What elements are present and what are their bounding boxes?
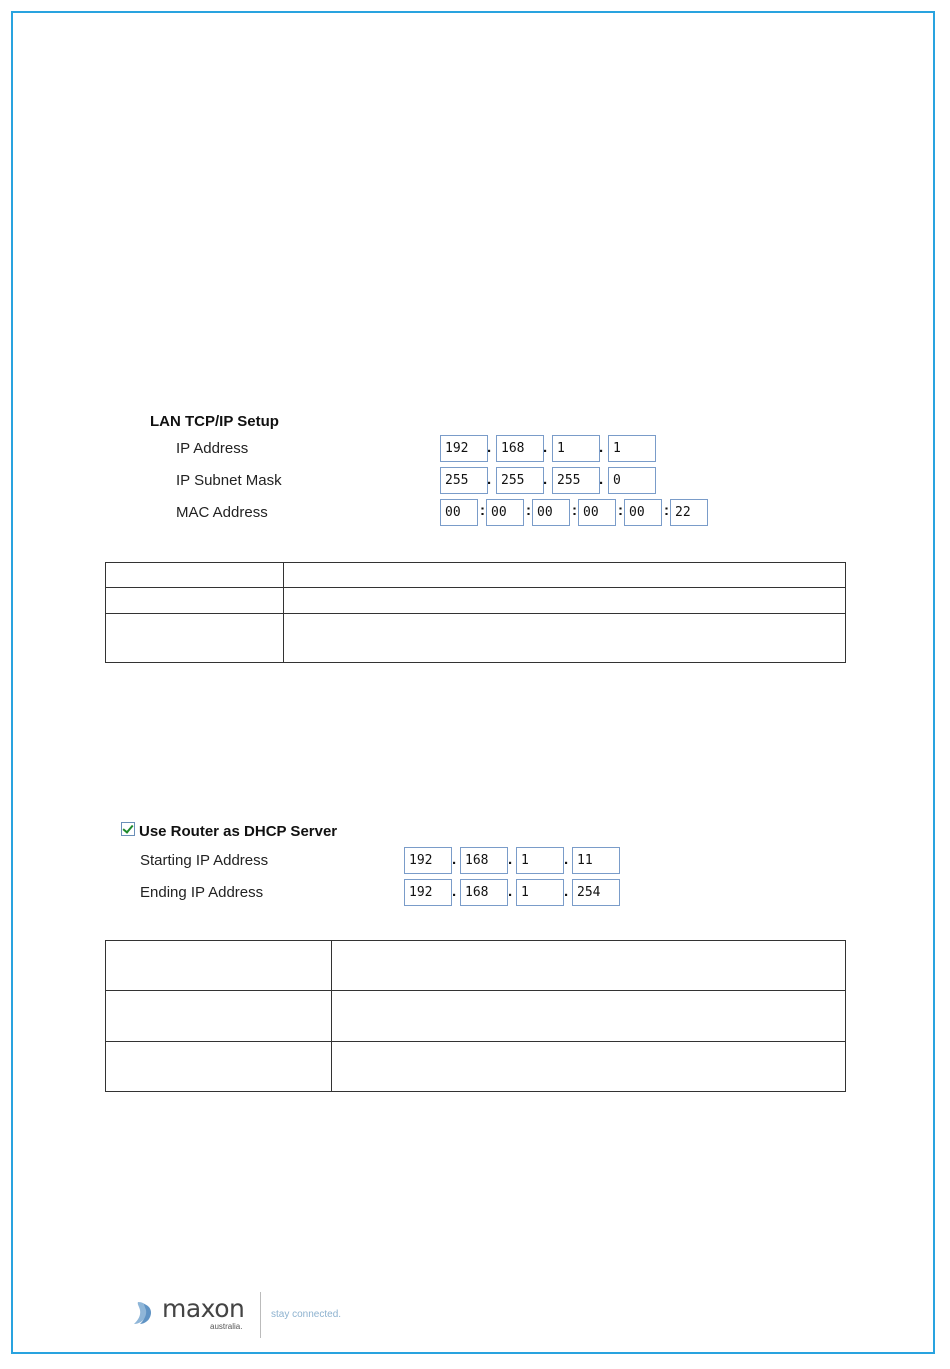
table-row bbox=[106, 1042, 846, 1092]
dot-separator: . bbox=[599, 471, 604, 488]
dot-separator: . bbox=[452, 851, 457, 868]
dot-separator: . bbox=[508, 851, 513, 868]
mac-address-octet-5[interactable]: 00 bbox=[624, 499, 662, 526]
dot-separator: . bbox=[564, 851, 569, 868]
subnet-mask-octet-1[interactable]: 255 bbox=[440, 467, 488, 494]
table-cell bbox=[332, 1042, 846, 1092]
dhcp-description-table bbox=[105, 940, 846, 1092]
starting-ip-octet-4[interactable]: 11 bbox=[572, 847, 620, 874]
starting-ip-octet-3[interactable]: 1 bbox=[516, 847, 564, 874]
lan-setup-heading: LAN TCP/IP Setup bbox=[150, 413, 279, 430]
ip-address-octet-2[interactable]: 168 bbox=[496, 435, 544, 462]
table-row bbox=[106, 563, 846, 588]
logo-divider bbox=[260, 1292, 261, 1338]
ending-ip-octet-3[interactable]: 1 bbox=[516, 879, 564, 906]
ip-address-label: IP Address bbox=[176, 440, 249, 457]
table-row bbox=[106, 941, 846, 991]
table-row bbox=[106, 991, 846, 1042]
maxon-logo-mark-icon bbox=[132, 1300, 154, 1326]
ip-address-octet-3[interactable]: 1 bbox=[552, 435, 600, 462]
ip-address-octet-4[interactable]: 1 bbox=[608, 435, 656, 462]
ending-ip-octet-4[interactable]: 254 bbox=[572, 879, 620, 906]
table-cell bbox=[106, 588, 284, 614]
table-cell bbox=[332, 991, 846, 1042]
subnet-mask-octet-4[interactable]: 0 bbox=[608, 467, 656, 494]
dot-separator: . bbox=[508, 883, 513, 900]
dot-separator: . bbox=[543, 439, 548, 456]
table-row bbox=[106, 614, 846, 663]
logo-wordmark: maxon bbox=[162, 1294, 245, 1323]
ending-ip-label: Ending IP Address bbox=[140, 884, 264, 901]
table-cell bbox=[106, 1042, 332, 1092]
lan-description-table bbox=[105, 562, 846, 663]
dot-separator: . bbox=[487, 439, 492, 456]
table-cell bbox=[332, 941, 846, 991]
starting-ip-octet-2[interactable]: 168 bbox=[460, 847, 508, 874]
ending-ip-octet-1[interactable]: 192 bbox=[404, 879, 452, 906]
table-cell bbox=[106, 563, 284, 588]
dot-separator: . bbox=[543, 471, 548, 488]
dot-separator: . bbox=[599, 439, 604, 456]
page-frame bbox=[11, 11, 935, 1354]
dot-separator: . bbox=[564, 883, 569, 900]
subnet-mask-label: IP Subnet Mask bbox=[176, 472, 282, 489]
subnet-mask-octet-3[interactable]: 255 bbox=[552, 467, 600, 494]
dot-separator: . bbox=[452, 883, 457, 900]
dot-separator: . bbox=[487, 471, 492, 488]
subnet-mask-octet-2[interactable]: 255 bbox=[496, 467, 544, 494]
mac-address-octet-1[interactable]: 00 bbox=[440, 499, 478, 526]
table-row bbox=[106, 588, 846, 614]
mac-address-label: MAC Address bbox=[176, 504, 268, 521]
table-cell bbox=[284, 614, 846, 663]
table-cell bbox=[106, 614, 284, 663]
colon-separator: : bbox=[526, 502, 531, 519]
colon-separator: : bbox=[572, 502, 577, 519]
table-cell bbox=[284, 588, 846, 614]
ip-address-octet-1[interactable]: 192 bbox=[440, 435, 488, 462]
starting-ip-octet-1[interactable]: 192 bbox=[404, 847, 452, 874]
table-cell bbox=[106, 941, 332, 991]
mac-address-octet-6[interactable]: 22 bbox=[670, 499, 708, 526]
starting-ip-label: Starting IP Address bbox=[140, 852, 269, 869]
logo-subtext: australia. bbox=[210, 1322, 243, 1331]
mac-address-octet-3[interactable]: 00 bbox=[532, 499, 570, 526]
table-cell bbox=[106, 991, 332, 1042]
ending-ip-octet-2[interactable]: 168 bbox=[460, 879, 508, 906]
dhcp-server-checkbox[interactable] bbox=[121, 822, 135, 836]
dhcp-server-label: Use Router as DHCP Server bbox=[139, 823, 338, 840]
colon-separator: : bbox=[618, 502, 623, 519]
logo-tagline: stay connected. bbox=[271, 1309, 342, 1320]
mac-address-octet-2[interactable]: 00 bbox=[486, 499, 524, 526]
colon-separator: : bbox=[664, 502, 669, 519]
mac-address-octet-4[interactable]: 00 bbox=[578, 499, 616, 526]
colon-separator: : bbox=[480, 502, 485, 519]
table-cell bbox=[284, 563, 846, 588]
